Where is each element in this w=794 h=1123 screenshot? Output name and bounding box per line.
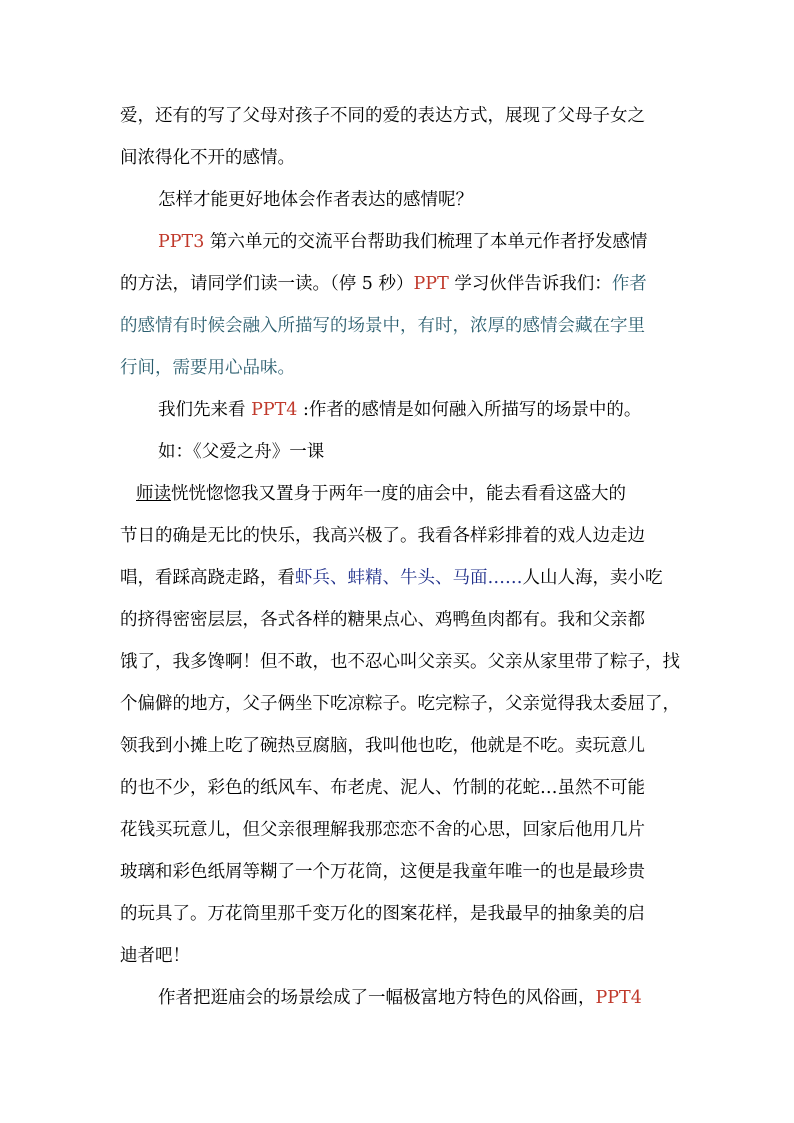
text-line (120, 608, 680, 632)
text-line (120, 314, 680, 338)
text-segment: 学习伙伴告诉我们： (448, 274, 612, 294)
text-segment: PPT3 (158, 232, 205, 252)
text-line (120, 104, 680, 128)
text-line (158, 440, 680, 464)
text-line (120, 818, 680, 842)
text-segment: 花钱买玩意儿，但父亲很理解我那恋恋不舍的心思，回家后他用几片 (120, 820, 645, 840)
text-line (120, 902, 680, 926)
text-segment: 师读 (136, 484, 171, 504)
text-segment: 人山人海，卖小吃 (522, 568, 663, 588)
text-segment: :作者的感情是如何融入所描写的场景中的。 (297, 400, 642, 420)
text-segment: 的玩具了。万花筒里那千变万化的图案花样，是我最早的抽象美的启 (120, 904, 645, 924)
text-segment: PPT4 (251, 400, 298, 420)
text-segment: 唱，看踩高跷走路，看 (120, 568, 295, 588)
text-segment: 领我到小摊上吃了碗热豆腐脑，我叫他也吃，他就是不吃。卖玩意儿 (120, 736, 645, 756)
text-segment: 我们先来看 (158, 400, 252, 420)
text-segment: 的也不少，彩色的纸风车、布老虎、泥人、竹制的花蛇…虽然不可能 (120, 778, 645, 798)
text-line (120, 692, 680, 716)
text-segment: 的挤得密密层层，各式各样的糖果点心、鸡鸭鱼肉都有。我和父亲都 (120, 610, 645, 630)
text-segment: 作者 (611, 274, 647, 294)
text-line (120, 524, 680, 548)
text-segment: 的方法，请同学们读一读。（停 5 秒） (120, 274, 414, 294)
text-line (158, 398, 680, 422)
text-line (158, 986, 680, 1010)
text-segment: 作者把逛庙会的场景绘成了一幅极富地方特色的风俗画， (158, 988, 596, 1008)
text-line (120, 650, 680, 674)
text-line (158, 188, 680, 212)
text-segment: 饿了，我多馋啊！但不敢，也不忍心叫父亲买。父亲从家里带了粽子，找 (120, 652, 680, 672)
text-line (120, 566, 680, 590)
text-segment: 恍恍惚惚我又置身于两年一度的庙会中，能去看看这盛大的 (171, 484, 626, 504)
text-line (158, 230, 680, 254)
text-segment: 如：《父爱之舟》一课 (158, 442, 325, 462)
text-segment: 第六单元的交流平台帮助我们梳理了本单元作者抒发感情 (204, 232, 648, 252)
text-line (120, 734, 680, 758)
text-segment: 的感情有时候会融入所描写的场景中，有时，浓厚的感情会藏在字里 (120, 316, 645, 336)
text-segment: 虾兵、蚌精、牛头、马面…… (295, 568, 523, 588)
text-segment: 怎样才能更好地体会作者表达的感情呢？ (158, 190, 473, 210)
text-segment: PPT (413, 274, 449, 294)
text-line (120, 356, 680, 380)
text-line (120, 272, 680, 296)
text-segment: 节日的确是无比的快乐，我高兴极了。我看各样彩排着的戏人边走边 (120, 526, 645, 546)
text-segment: 个偏僻的地方，父子俩坐下吃凉粽子。吃完粽子，父亲觉得我太委屈了， (120, 694, 680, 714)
text-segment: PPT4 (595, 988, 642, 1008)
text-segment: 行间，需要用心品味。 (120, 358, 295, 378)
text-segment: 爱，还有的写了父母对孩子不同的爱的表达方式，展现了父母子女之 (120, 106, 645, 126)
text-segment: 玻璃和彩色纸屑等糊了一个万花筒，这便是我童年唯一的也是最珍贵 (120, 862, 645, 882)
text-line (136, 482, 680, 506)
text-line (120, 776, 680, 800)
text-segment: 间浓得化不开的感情。 (120, 148, 295, 168)
text-line (120, 146, 680, 170)
text-segment: 迪者吧！ (120, 946, 190, 966)
text-line (120, 860, 680, 884)
text-line (120, 944, 680, 968)
